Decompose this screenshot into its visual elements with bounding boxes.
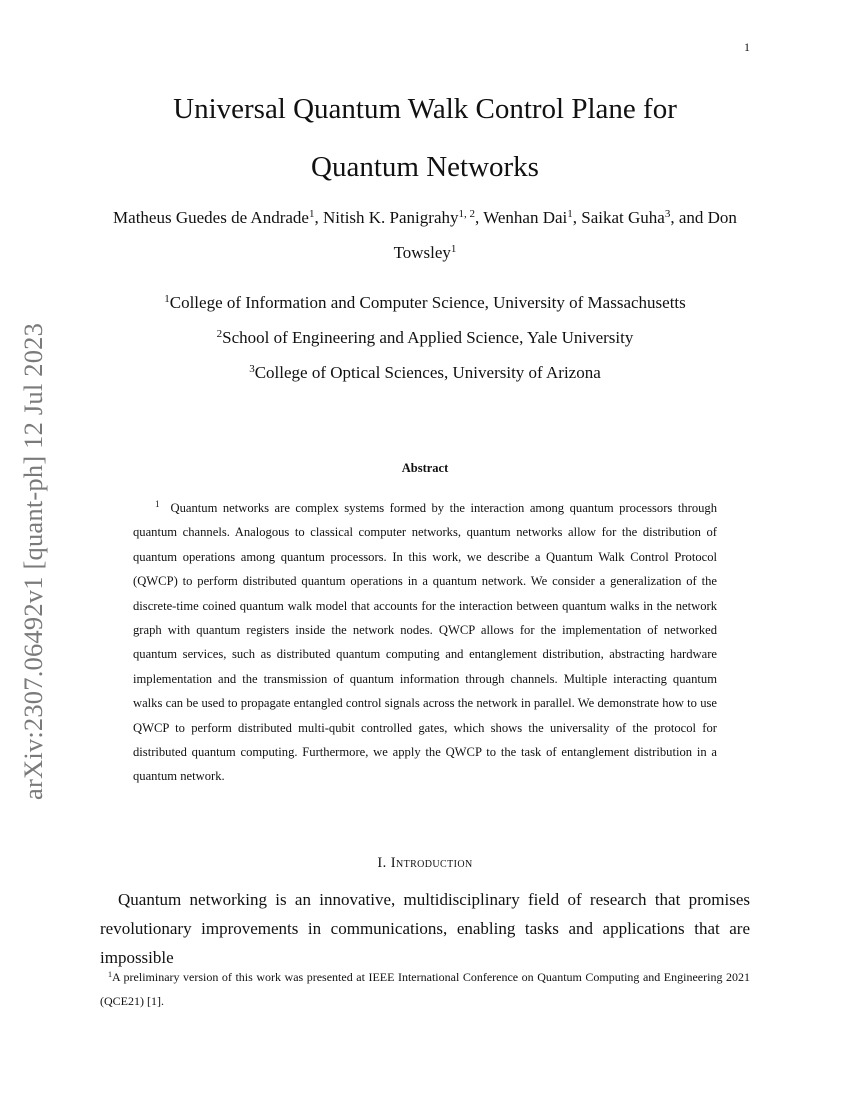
paper-title bbox=[0, 80, 850, 196]
author-affil-mark: 1 bbox=[308, 208, 315, 220]
author-name: Wenhan Dai bbox=[483, 208, 568, 227]
affiliation-item bbox=[0, 285, 850, 320]
author-separator: , bbox=[475, 208, 484, 227]
footnote-mark: 1 bbox=[108, 970, 112, 979]
abstract-heading: Abstract bbox=[401, 461, 449, 475]
author-separator: , bbox=[572, 208, 582, 227]
intro-paragraph: Quantum networking is an innovative, multidisciplinary field of research that promises revolutionary improvements in communications, enabling tasks and applications that are impossible bbox=[100, 890, 750, 967]
affiliation-list bbox=[0, 285, 850, 390]
section-heading bbox=[0, 855, 850, 872]
affiliation-item bbox=[0, 355, 850, 390]
affiliation-mark: 1 bbox=[164, 293, 170, 305]
arxiv-identifier-stamp[interactable]: arXiv:2307.06492v1 [quant-ph] 12 Jul 2023 bbox=[18, 322, 48, 800]
title-line-1: Universal Quantum Walk Control Plane for bbox=[173, 93, 677, 125]
author-name: Nitish K. Panigrahy bbox=[322, 208, 459, 227]
author-name: Matheus Guedes de Andrade bbox=[113, 208, 309, 227]
section-number: I. bbox=[377, 855, 387, 871]
affiliation-mark: 3 bbox=[249, 363, 255, 375]
page-number: 1 bbox=[744, 40, 750, 54]
affiliation-text: College of Information and Computer Science, University of Massachusetts bbox=[169, 293, 686, 312]
author-separator-final: , and bbox=[670, 208, 708, 227]
author-affil-mark: 1, 2 bbox=[458, 208, 475, 220]
author-affil-mark: 3 bbox=[664, 208, 671, 220]
author-list bbox=[100, 200, 750, 270]
affiliation-mark: 2 bbox=[216, 328, 223, 340]
author-affil-mark: 1 bbox=[450, 243, 457, 255]
title-line-2: Quantum Networks bbox=[311, 151, 539, 183]
abstract-footnote-mark[interactable]: 1 bbox=[155, 499, 160, 509]
footnote-text: A preliminary version of this work was presented at IEEE International Conference on Quantum Computing and Engineering 2021 (QCE21) [1]. bbox=[100, 970, 750, 1008]
footnote bbox=[100, 965, 750, 1013]
author-affil-mark: 1 bbox=[567, 208, 573, 220]
author-separator: , bbox=[314, 208, 323, 227]
abstract-text: Quantum networks are complex systems formed by the interaction among quantum processors through quantum channels. Analogous to classical computer networks, quantum networks allow for the distribution of quantum operations among quantum processors. In this work, we describe a Quantum Walk Control Protocol (QWCP) to perform distributed quantum operations in a quantum network. We consider a generalization of the discrete-time coined quantum walk model that accounts for the interaction between quantum walks in the network graph with quantum registers inside the network nodes. QWCP allows for the implementation of networked quantum services, such as distributed quantum computing and entanglement distribution, abstracting hardware implementation and the transmission of quantum information through channels. Multiple interacting quantum walks can be used to propagate entangled control signals across the network in parallel. We demonstrate how to use QWCP to perform distributed multi-qubit controlled gates, which shows the universality of the protocol for distributed quantum computing. Furthermore, we apply the QWCP to the task of entanglement distribution in a quantum network. bbox=[133, 501, 718, 784]
affiliation-item bbox=[0, 320, 850, 355]
affiliation-text: College of Optical Sciences, University of Arizona bbox=[254, 363, 601, 382]
affiliation-text: School of Engineering and Applied Science, Yale University bbox=[222, 328, 634, 347]
author-name: Don Towsley bbox=[393, 208, 737, 262]
section-title: Introduction bbox=[390, 855, 473, 871]
abstract-body bbox=[133, 496, 717, 789]
author-name: Saikat Guha bbox=[581, 208, 665, 227]
